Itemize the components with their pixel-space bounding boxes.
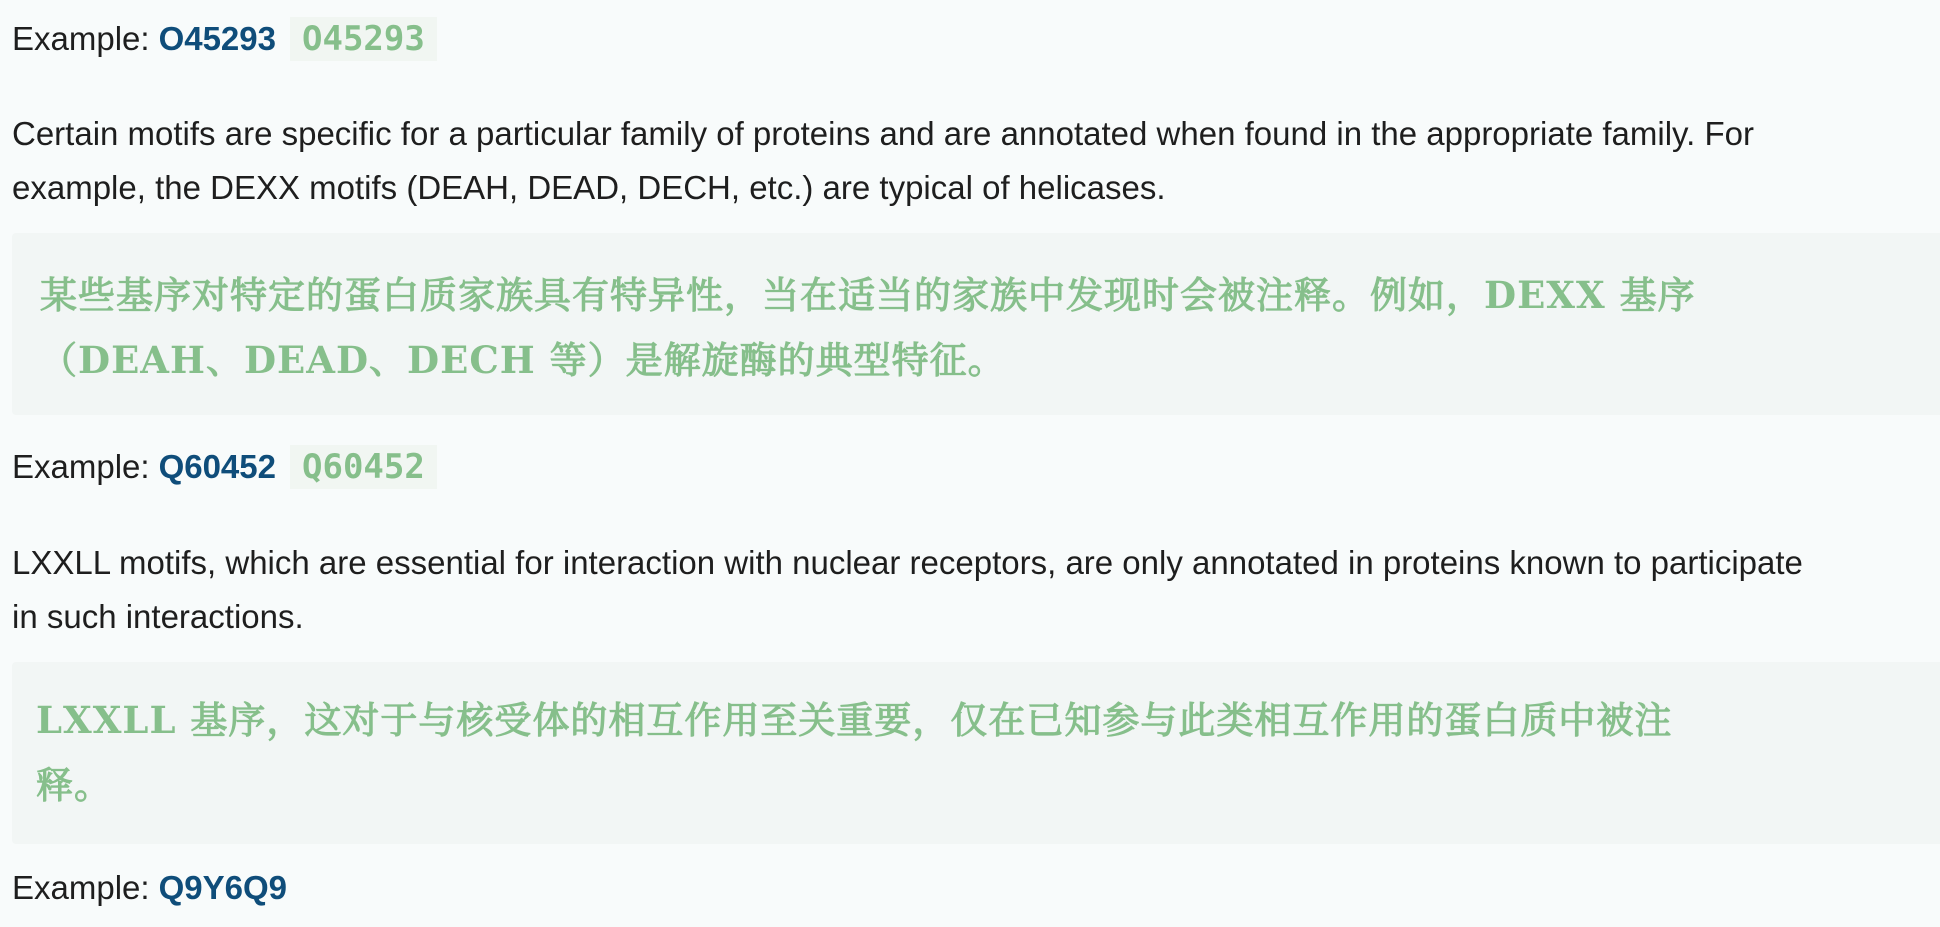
translation-text xyxy=(40,263,1890,393)
translated-accession: Q60452 xyxy=(290,445,437,489)
translation-line: 释。 xyxy=(36,763,112,807)
translation-line: LXXLL 基序，这对于与核受体的相互作用至关重要，仅在已知参与此类相互作用的蛋白质中被注 xyxy=(36,698,1673,742)
translation-block xyxy=(12,233,1940,415)
example-label: Example: xyxy=(12,20,150,57)
paragraph-line: Certain motifs are specific for a particular family of proteins and are annotated when found in the appropriate family. For xyxy=(12,115,1754,152)
translation-text xyxy=(36,688,1886,818)
example-label: Example: xyxy=(12,448,150,485)
accession-link[interactable]: O45293 xyxy=(158,20,276,57)
translated-accession: O45293 xyxy=(290,17,437,61)
example-line xyxy=(12,862,287,914)
accession-link[interactable]: Q60452 xyxy=(158,448,276,485)
example-line xyxy=(12,13,437,65)
translation-line: 某些基序对特定的蛋白质家族具有特异性，当在适当的家族中发现时会被注释。例如，DEXX 基序 xyxy=(40,273,1696,317)
example-label: Example: xyxy=(12,869,150,906)
example-line xyxy=(12,441,437,493)
paragraph-line: LXXLL motifs, which are essential for interaction with nuclear receptors, are only annotated in proteins known to participate xyxy=(12,544,1803,581)
accession-link[interactable]: Q9Y6Q9 xyxy=(158,869,287,906)
paragraph-motif-families xyxy=(12,107,1940,215)
paragraph-line: in such interactions. xyxy=(12,598,304,635)
translation-block xyxy=(12,662,1940,844)
translation-line: （DEAH、DEAD、DECH 等）是解旋酶的典型特征。 xyxy=(40,338,1006,382)
paragraph-line: example, the DEXX motifs (DEAH, DEAD, DECH, etc.) are typical of helicases. xyxy=(12,169,1166,206)
paragraph-lxxll-motifs xyxy=(12,536,1940,644)
